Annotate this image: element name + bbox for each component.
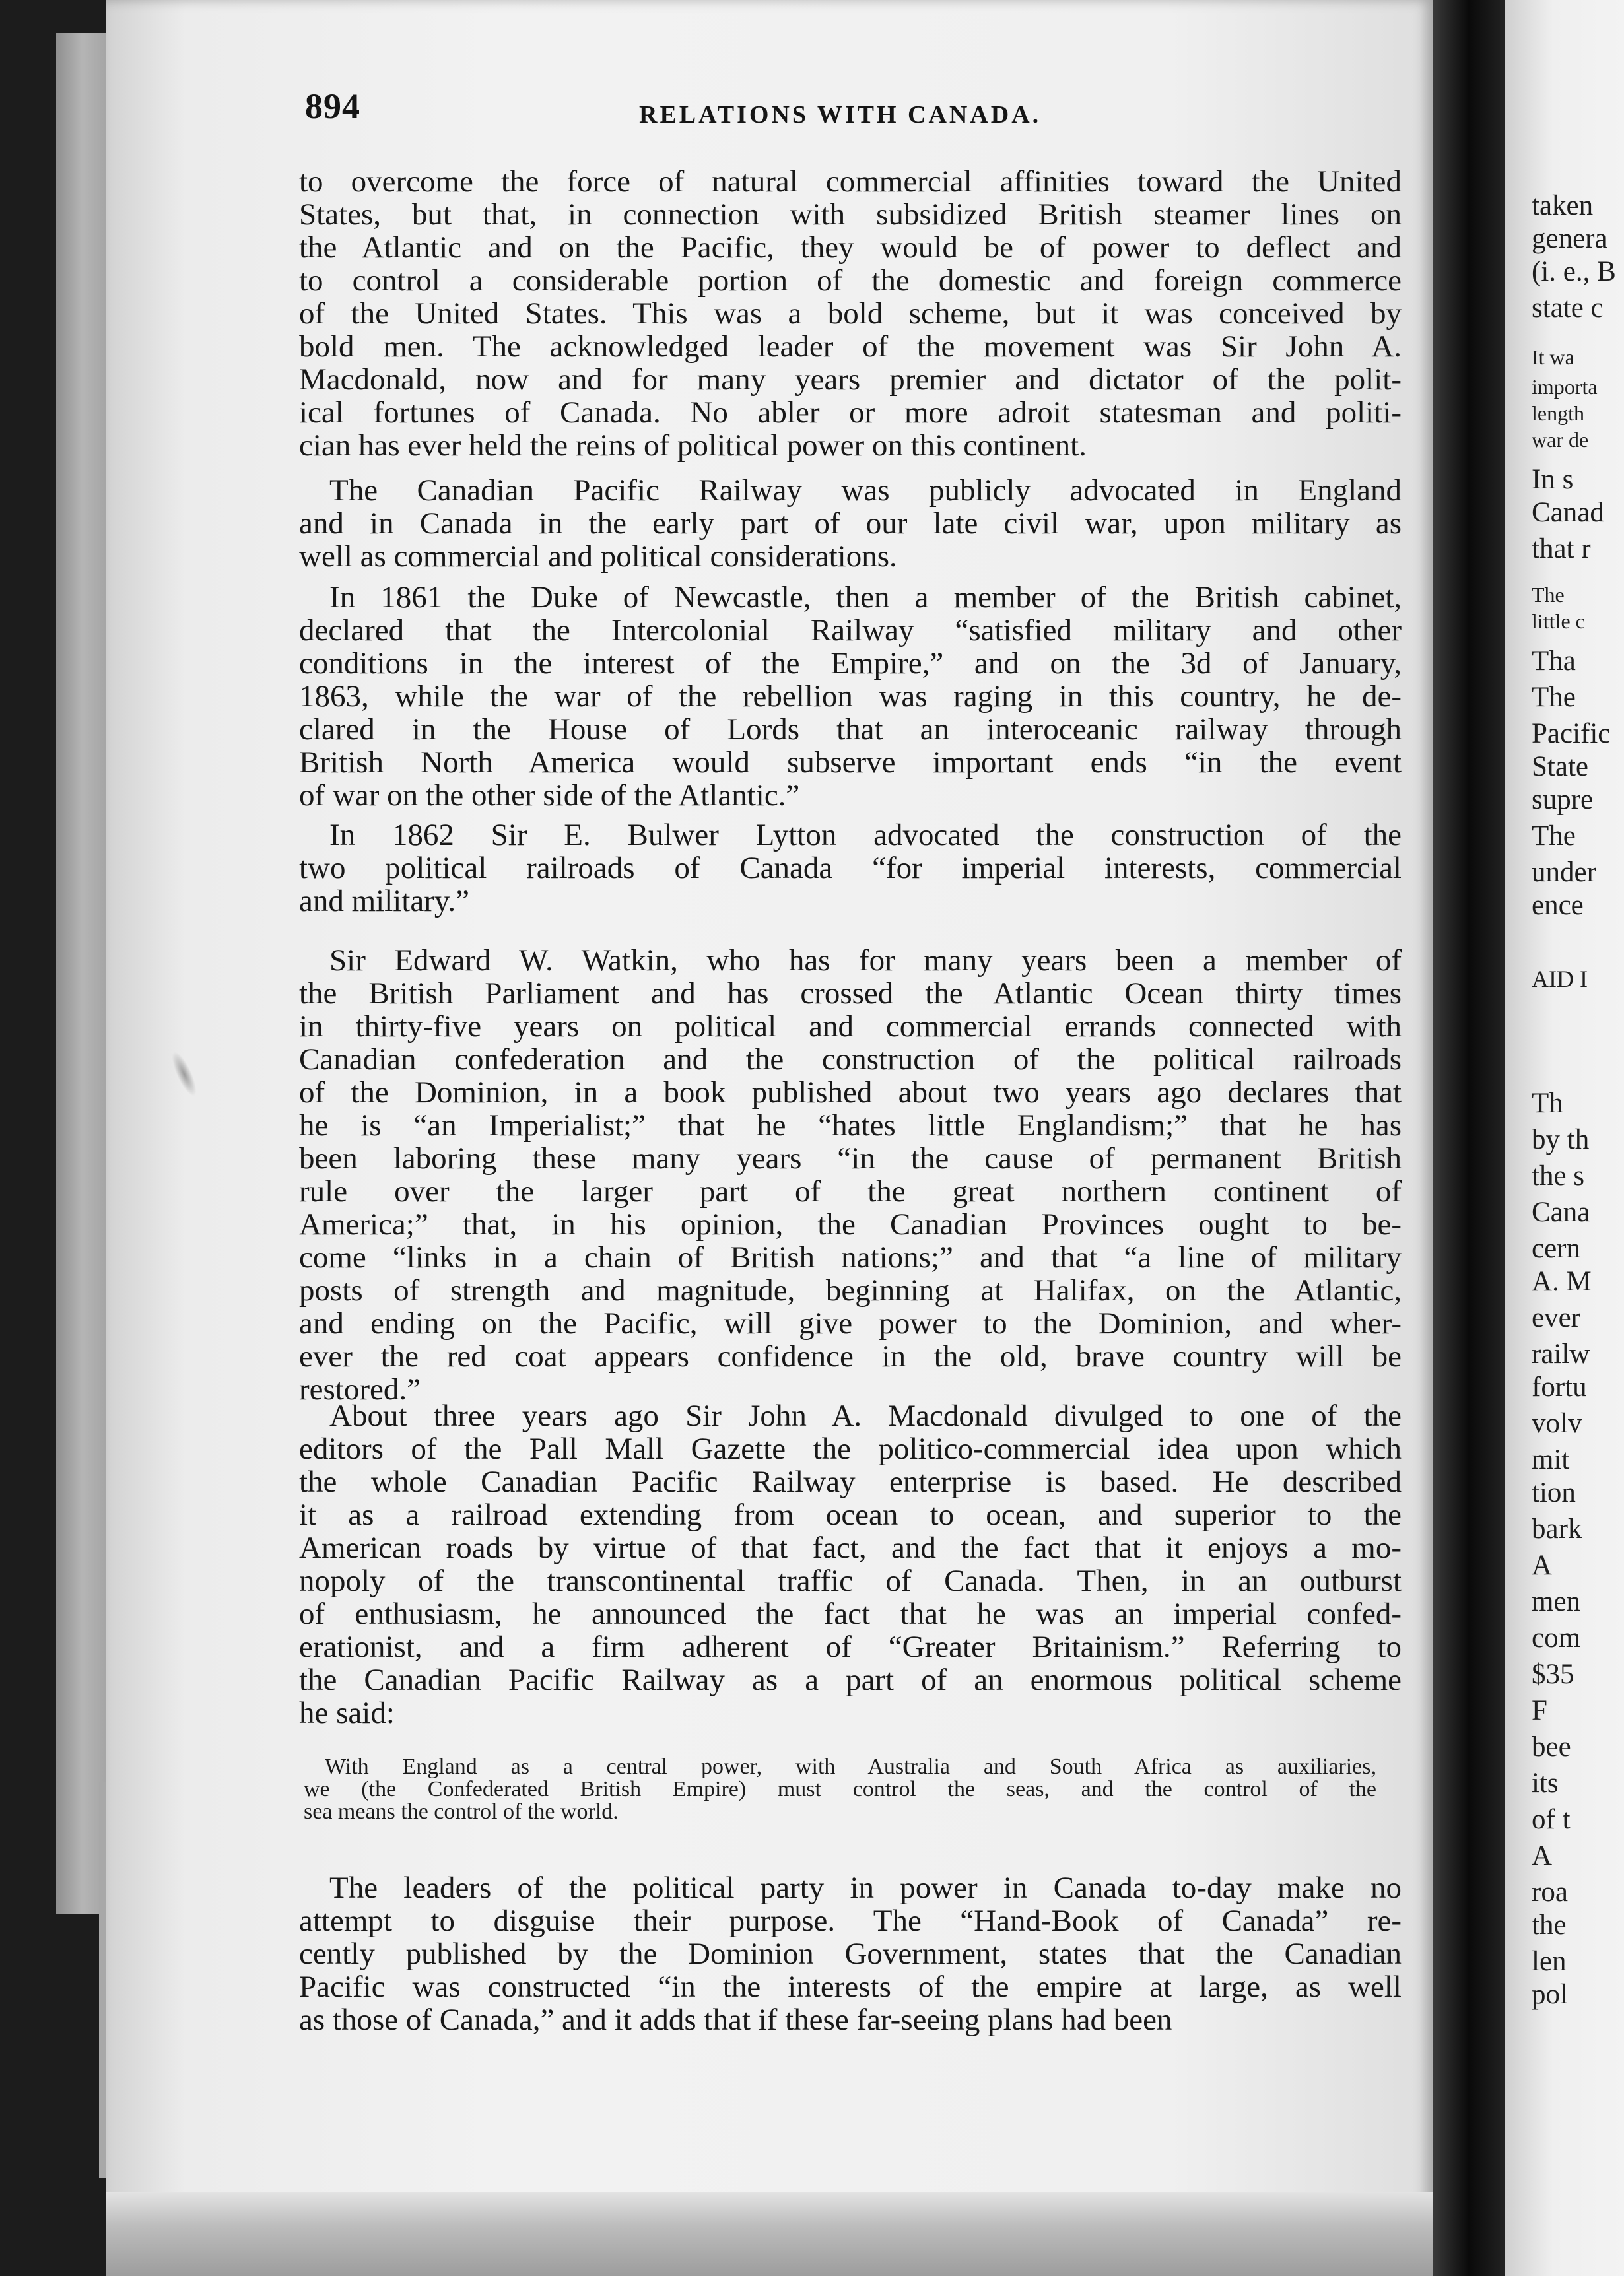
adjacent-page-fragment: ever bbox=[1532, 1302, 1580, 1333]
text-line: British North America would subserve important ends “in the event bbox=[299, 746, 1402, 779]
adjacent-page-fragment: state c bbox=[1532, 292, 1604, 323]
text-line: he said: bbox=[299, 1696, 395, 1729]
paragraph bbox=[299, 165, 1402, 462]
text-line: rule over the larger part of the great northern continent of bbox=[299, 1175, 1402, 1208]
text-line: of enthusiasm, he announced the fact that he was an imperial confed- bbox=[299, 1597, 1402, 1630]
paragraph bbox=[299, 1399, 1402, 1729]
text-line: in thirty-five years on political and commercial errands connected with bbox=[299, 1010, 1402, 1043]
adjacent-page-fragment: men bbox=[1532, 1586, 1581, 1617]
adjacent-page-fragment: Pacific bbox=[1532, 718, 1611, 749]
page-bottom-edge bbox=[106, 2192, 1433, 2276]
adjacent-page-fragment: pol bbox=[1532, 1979, 1568, 2010]
text-line: of the United States. This was a bold scheme, but it was conceived by bbox=[299, 297, 1402, 330]
adjacent-page-fragment: the bbox=[1532, 1910, 1567, 1941]
text-line: as those of Canada,” and it adds that if these far-seeing plans had been bbox=[299, 2003, 1172, 2036]
adjacent-page-fragment: volv bbox=[1532, 1408, 1582, 1439]
adjacent-page-fragment: fortu bbox=[1532, 1372, 1587, 1403]
text-line: erationist, and a firm adherent of “Greater Britainism.” Referring to bbox=[299, 1630, 1402, 1663]
adjacent-page-fragment: railw bbox=[1532, 1339, 1590, 1370]
adjacent-page-fragment: A bbox=[1532, 1840, 1553, 1871]
adjacent-page-fragment: It wa bbox=[1532, 345, 1574, 369]
adjacent-page-fragment: its bbox=[1532, 1768, 1559, 1799]
text-line: two political railroads of Canada “for imperial interests, commercial bbox=[299, 852, 1402, 885]
adjacent-page-fragment: bee bbox=[1532, 1731, 1571, 1762]
adjacent-page-fragment: that r bbox=[1532, 533, 1591, 564]
adjacent-page-fragment: (i. e., B bbox=[1532, 256, 1616, 287]
text-line: nopoly of the transcontinental traffic of Canada. Then, in an outburst bbox=[299, 1564, 1402, 1597]
text-line: well as commercial and political considerations. bbox=[299, 540, 897, 573]
adjacent-page-fragment: In s bbox=[1532, 464, 1574, 495]
book-gutter bbox=[1433, 0, 1505, 2276]
adjacent-page-fragment: Canad bbox=[1532, 497, 1604, 528]
adjacent-page-fragment: len bbox=[1532, 1946, 1567, 1977]
text-line: attempt to disguise their purpose. The “Hand-Book of Canada” re- bbox=[299, 1904, 1402, 1937]
adjacent-page-fragment: mit bbox=[1532, 1444, 1570, 1475]
adjacent-page-fragment: State bbox=[1532, 751, 1588, 782]
text-line: ever the red coat appears confidence in the old, brave country will be bbox=[299, 1340, 1402, 1373]
text-line: bold men. The acknowledged leader of the movement was Sir John A. bbox=[299, 330, 1402, 363]
paragraph bbox=[299, 1871, 1402, 2036]
text-line: the whole Canadian Pacific Railway enterprise is based. He described bbox=[299, 1465, 1402, 1498]
paragraph bbox=[299, 474, 1402, 573]
adjacent-page-fragment: supre bbox=[1532, 784, 1594, 815]
text-line: 1863, while the war of the rebellion was raging in this country, he de- bbox=[299, 680, 1402, 713]
text-line: he is “an Imperialist;” that he “hates little Englandism;” that he has bbox=[299, 1109, 1402, 1142]
text-line: posts of strength and magnitude, beginning at Halifax, on the Atlantic, bbox=[299, 1274, 1402, 1307]
adjacent-page-fragment: Tha bbox=[1532, 646, 1576, 677]
text-line: it as a railroad extending from ocean to ocean, and superior to the bbox=[299, 1498, 1402, 1531]
text-line: been laboring these many years “in the cause of permanent British bbox=[299, 1142, 1402, 1175]
adjacent-page-fragment: ence bbox=[1532, 890, 1584, 921]
text-line: The leaders of the political party in power in Canada to-day make no bbox=[329, 1871, 1402, 1904]
paragraph bbox=[299, 819, 1402, 918]
adjacent-page-fragment: The bbox=[1532, 583, 1565, 607]
quote-line: we (the Confederated British Empire) must control the seas, and the control of the bbox=[304, 1778, 1376, 1801]
adjacent-page-fragment: under bbox=[1532, 857, 1596, 888]
quote-line: With England as a central power, with Australia and South Africa as auxiliaries, bbox=[325, 1756, 1376, 1778]
quote-line: sea means the control of the world. bbox=[304, 1801, 619, 1823]
text-line: of the Dominion, in a book published about two years ago declares that bbox=[299, 1076, 1402, 1109]
text-line: America;” that, in his opinion, the Canadian Provinces ought to be- bbox=[299, 1208, 1402, 1241]
text-line: cian has ever held the reins of political power on this continent. bbox=[299, 429, 1087, 462]
text-line: restored.” bbox=[299, 1373, 421, 1406]
text-line: cently published by the Dominion Government, states that the Canadian bbox=[299, 1937, 1402, 1970]
adjacent-page-fragment: length bbox=[1532, 401, 1584, 425]
text-line: About three years ago Sir John A. Macdonald divulged to one of the bbox=[329, 1399, 1402, 1432]
text-line: In 1862 Sir E. Bulwer Lytton advocated the construction of the bbox=[329, 819, 1402, 852]
text-line: States, but that, in connection with subsidized British steamer lines on bbox=[299, 198, 1402, 231]
adjacent-page-fragment: cern bbox=[1532, 1233, 1580, 1264]
text-line: to overcome the force of natural commercial affinities toward the United bbox=[299, 165, 1402, 198]
adjacent-page bbox=[1505, 0, 1624, 2276]
adjacent-page-fragment: little c bbox=[1532, 609, 1585, 633]
adjacent-page-fragment: roa bbox=[1532, 1877, 1568, 1908]
text-line: of war on the other side of the Atlantic.” bbox=[299, 779, 800, 812]
adjacent-page-fragment: tion bbox=[1532, 1477, 1576, 1508]
text-line: the British Parliament and has crossed the Atlantic Ocean thirty times bbox=[299, 977, 1402, 1010]
adjacent-page-fragment: genera bbox=[1532, 223, 1607, 254]
text-line: and military.” bbox=[299, 885, 469, 918]
text-line: Sir Edward W. Watkin, who has for many years been a member of bbox=[329, 944, 1402, 977]
adjacent-page-fragment: bark bbox=[1532, 1514, 1582, 1545]
text-line: ical fortunes of Canada. No abler or more adroit statesman and politi- bbox=[299, 396, 1402, 429]
adjacent-page-fragment: The bbox=[1532, 820, 1576, 852]
text-line: the Canadian Pacific Railway as a part of an enormous political scheme bbox=[299, 1663, 1402, 1696]
quote-paragraph bbox=[304, 1756, 1376, 1823]
text-line: The Canadian Pacific Railway was publicly advocated in England bbox=[329, 474, 1402, 507]
text-line: declared that the Intercolonial Railway “satisfied military and other bbox=[299, 614, 1402, 647]
text-line: American roads by virtue of that fact, and the fact that it enjoys a mo- bbox=[299, 1531, 1402, 1564]
adjacent-page-fragment: Th bbox=[1532, 1088, 1563, 1119]
text-line: come “links in a chain of British nations;” and that “a line of military bbox=[299, 1241, 1402, 1274]
text-line: editors of the Pall Mall Gazette the politico-commercial idea upon which bbox=[299, 1432, 1402, 1465]
paragraph bbox=[299, 581, 1402, 812]
text-line: to control a considerable portion of the domestic and foreign commerce bbox=[299, 264, 1402, 297]
text-line: and ending on the Pacific, will give power to the Dominion, and wher- bbox=[299, 1307, 1402, 1340]
adjacent-page-fragment: $35 bbox=[1532, 1659, 1574, 1690]
text-line: conditions in the interest of the Empire,” and on the 3d of January, bbox=[299, 647, 1402, 680]
adjacent-page-fragment: A. M bbox=[1532, 1266, 1592, 1297]
adjacent-page-fragment: com bbox=[1532, 1623, 1581, 1654]
text-line: Macdonald, now and for many years premier and dictator of the polit- bbox=[299, 363, 1402, 396]
text-line: Canadian confederation and the construction of the political railroads bbox=[299, 1043, 1402, 1076]
page-number: 894 bbox=[305, 86, 360, 126]
adjacent-page-fragment: Cana bbox=[1532, 1197, 1590, 1228]
adjacent-page-fragment: A bbox=[1532, 1550, 1553, 1581]
adjacent-page-fragment: F bbox=[1532, 1695, 1547, 1726]
adjacent-page-fragment: by th bbox=[1532, 1124, 1590, 1155]
adjacent-page-fragment: importa bbox=[1532, 375, 1598, 399]
adjacent-page-fragment: war de bbox=[1532, 428, 1589, 452]
running-head: RELATIONS WITH CANADA. bbox=[639, 101, 1042, 129]
text-line: In 1861 the Duke of Newcastle, then a member of the British cabinet, bbox=[329, 581, 1402, 614]
adjacent-page-fragment: AID I bbox=[1532, 966, 1588, 992]
paragraph bbox=[299, 944, 1402, 1406]
adjacent-page-fragment: The bbox=[1532, 682, 1576, 713]
text-line: Pacific was constructed “in the interests of the empire at large, as well bbox=[299, 1970, 1402, 2003]
text-line: the Atlantic and on the Pacific, they would be of power to deflect and bbox=[299, 231, 1402, 264]
text-line: and in Canada in the early part of our late civil war, upon military as bbox=[299, 507, 1402, 540]
adjacent-page-fragment: of t bbox=[1532, 1804, 1571, 1835]
adjacent-page-fragment: the s bbox=[1532, 1160, 1585, 1191]
adjacent-page-fragment: taken bbox=[1532, 190, 1594, 221]
text-line: clared in the House of Lords that an interoceanic railway through bbox=[299, 713, 1402, 746]
